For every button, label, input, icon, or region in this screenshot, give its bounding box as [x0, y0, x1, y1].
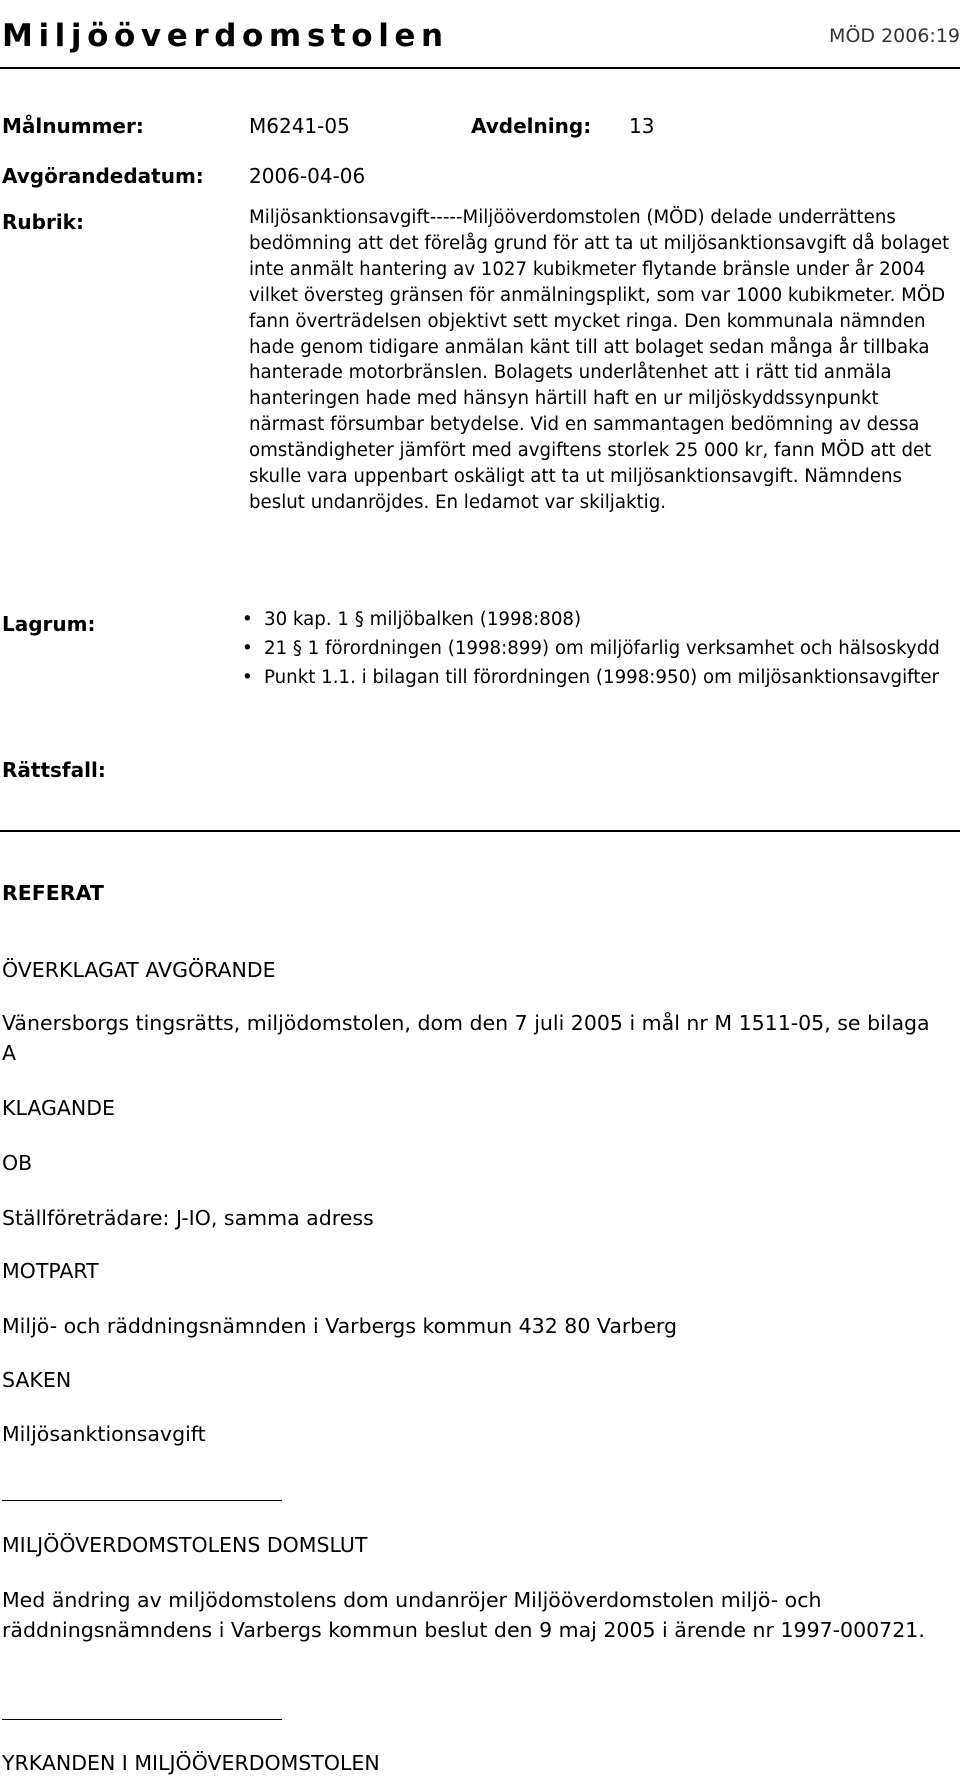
referat-heading: REFERAT [2, 881, 104, 905]
bullet-icon: • [242, 667, 253, 688]
domslut-heading: MILJÖÖVERDOMSTOLENS DOMSLUT [2, 1533, 368, 1557]
case-reference: MÖD 2006:19 [829, 25, 960, 47]
short-divider [2, 1500, 282, 1501]
bullet-icon: • [242, 638, 253, 659]
lagrum-list [242, 608, 954, 695]
avdelning-value: 13 [629, 114, 655, 138]
klagande-heading: KLAGANDE [2, 1096, 115, 1120]
malnummer-value: M6241-05 [249, 114, 350, 138]
motpart-text: Miljö- och räddningsnämnden i Varbergs kommun 432 80 Varberg [2, 1314, 678, 1338]
court-title: Miljööverdomstolen [2, 18, 449, 54]
domslut-text: Med ändring av miljödomstolens dom undanröjer Miljööverdomstolen miljö- och räddningsnämndens i Varbergs kommun beslut den 9 maj 2005 i ärende nr 1997-000721. [2, 1588, 925, 1642]
stallforetradare-text: Ställföreträdare: J-IO, samma adress [2, 1206, 374, 1230]
document-header [0, 0, 960, 70]
rattsfall-label: Rättsfall: [2, 758, 106, 782]
short-divider [2, 1719, 282, 1720]
motpart-heading: MOTPART [2, 1259, 99, 1283]
rubrik-text: Miljösanktionsavgift-----Miljööverdomstolen (MÖD) delade underrättens bedömning att det förelåg grund för att ta ut miljösanktionsavgift då bolaget inte anmält hantering av 1027 kubikmeter flytande bränsle under år 2004 vilket översteg gränsen för anmälningsplikt, som var 1000 kubikmeter. MÖD fann överträdelsen objektivt sett mycket ringa. Den kommunala nämnden hade genom tidigare anmälan känt till att bolaget sedan många år tillbaka hanterade motorbränslen. Bolagets underlåtenhet att i rätt tid anmäla hanteringen hade med hänsyn härtill haft en ur miljöskyddssynpunkt närmast försumbar betydelse. Vid en sammantagen bedömning av dessa omständigheter jämfört med avgiftens storlek 25 000 kr, fann MÖD att det skulle vara uppenbart oskäligt att ta ut miljösanktionsavgift. Nämndens beslut undanröjdes. En ledamot var skiljaktig. [249, 207, 950, 513]
klagande-text: OB [2, 1151, 33, 1175]
overklagat-heading: ÖVERKLAGAT AVGÖRANDE [2, 958, 276, 982]
avgorandedatum-value: 2006-04-06 [249, 164, 366, 188]
list-item: • 30 kap. 1 § miljöbalken (1998:808) [242, 609, 582, 630]
rubrik-label: Rubrik: [2, 210, 84, 234]
list-item: • 21 § 1 förordningen (1998:899) om miljöfarlig verksamhet och hälsoskydd [242, 638, 940, 659]
saken-text: Miljösanktionsavgift [2, 1422, 206, 1446]
saken-heading: SAKEN [2, 1368, 72, 1392]
bullet-icon: • [242, 609, 253, 630]
lagrum-label: Lagrum: [2, 612, 96, 636]
avgorandedatum-label: Avgörandedatum: [2, 164, 204, 188]
list-item: • Punkt 1.1. i bilagan till förordningen (1998:950) om miljösanktionsavgifter [242, 667, 940, 688]
yrkanden-heading: YRKANDEN I MILJÖÖVERDOMSTOLEN [2, 1751, 380, 1775]
malnummer-label: Målnummer: [2, 114, 144, 138]
header-divider [0, 67, 960, 69]
section-divider [0, 830, 960, 832]
avdelning-label: Avdelning: [471, 114, 592, 138]
overklagat-text: Vänersborgs tingsrätts, miljödomstolen, dom den 7 juli 2005 i mål nr M 1511-05, se bilaga A [2, 1011, 930, 1065]
